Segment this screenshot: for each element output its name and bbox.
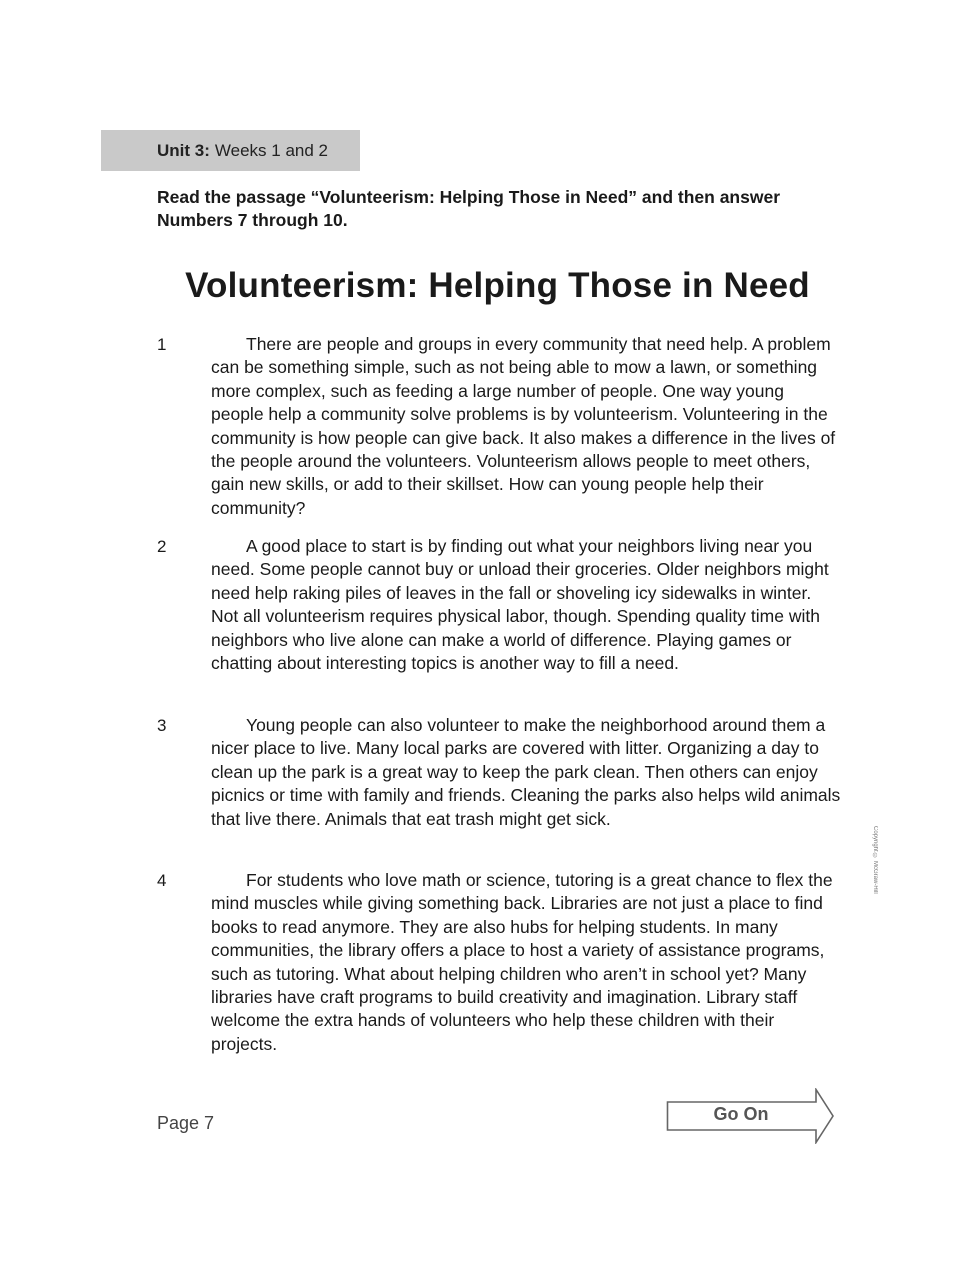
- weeks-label: Weeks 1 and 2: [214, 140, 328, 160]
- paragraph-number-4: 4: [157, 871, 167, 890]
- paragraph-3: Young people can also volunteer to make the neighborhood around them a nicer place to live. Many local parks are covered with litter. Organizing a day to clean up the park is a great way to keep the park clean. Then others can enjoy picnics or time with family and friends. Cleaning the parks also helps wild animals that live there. Animals that eat trash might get sick.: [211, 715, 841, 829]
- page-number: Page 7: [157, 1113, 215, 1133]
- paragraph-number-1: 1: [157, 335, 167, 354]
- unit-label: Unit 3:: [157, 140, 210, 160]
- paragraph-2: A good place to start is by finding out what your neighbors living near you need. Some people cannot buy or unload their groceries. Older neighbors might need help raking piles of leaves in the fall or shoveling icy sidewalks in winter. Not all volunteerism requires physical labor, though. Spending quality time with neighbors who live alone can make a world of difference. Playing games or chatting about interesting topics is another way to fill a need.: [211, 536, 829, 674]
- unit-header-tab: [101, 130, 360, 171]
- paragraph-1: There are people and groups in every community that need help. A problem can be something simple, such as not being able to mow a lawn, or something more complex, such as feeding a large number of people. One way young people help a community solve problems is by volunteerism. Volunteering in the community is how people can give back. It also makes a difference in the lives of the people around the volunteers. Volunteerism allows people to meet others, gain new skills, or add to their skillset. How can young people help their community?: [211, 334, 836, 518]
- paragraph-4: For students who love math or science, tutoring is a great chance to flex the mind muscles while giving something back. Libraries are not just a place to find books to read anymore. They are also hubs for helping students. In many communities, the library offers a place to host a variety of assistance programs, such as tutoring. What about helping children who aren’t in school yet? Many libraries have craft programs to build creativity and imagination. Library staff welcome the extra hands of volunteers who help these children with their projects.: [211, 870, 833, 1054]
- paragraph-number-3: 3: [157, 716, 167, 735]
- go-on-label: Go On: [713, 1104, 769, 1124]
- instructions: Read the passage “Volunteerism: Helping Those in Need” and then answer Numbers 7 through 10.: [157, 187, 781, 230]
- passage-title: Volunteerism: Helping Those in Need: [185, 266, 810, 305]
- paragraph-number-2: 2: [157, 537, 167, 556]
- go-on-button[interactable]: [666, 1088, 836, 1144]
- copyright-note: Copyright © McGraw-Hill: [872, 826, 878, 894]
